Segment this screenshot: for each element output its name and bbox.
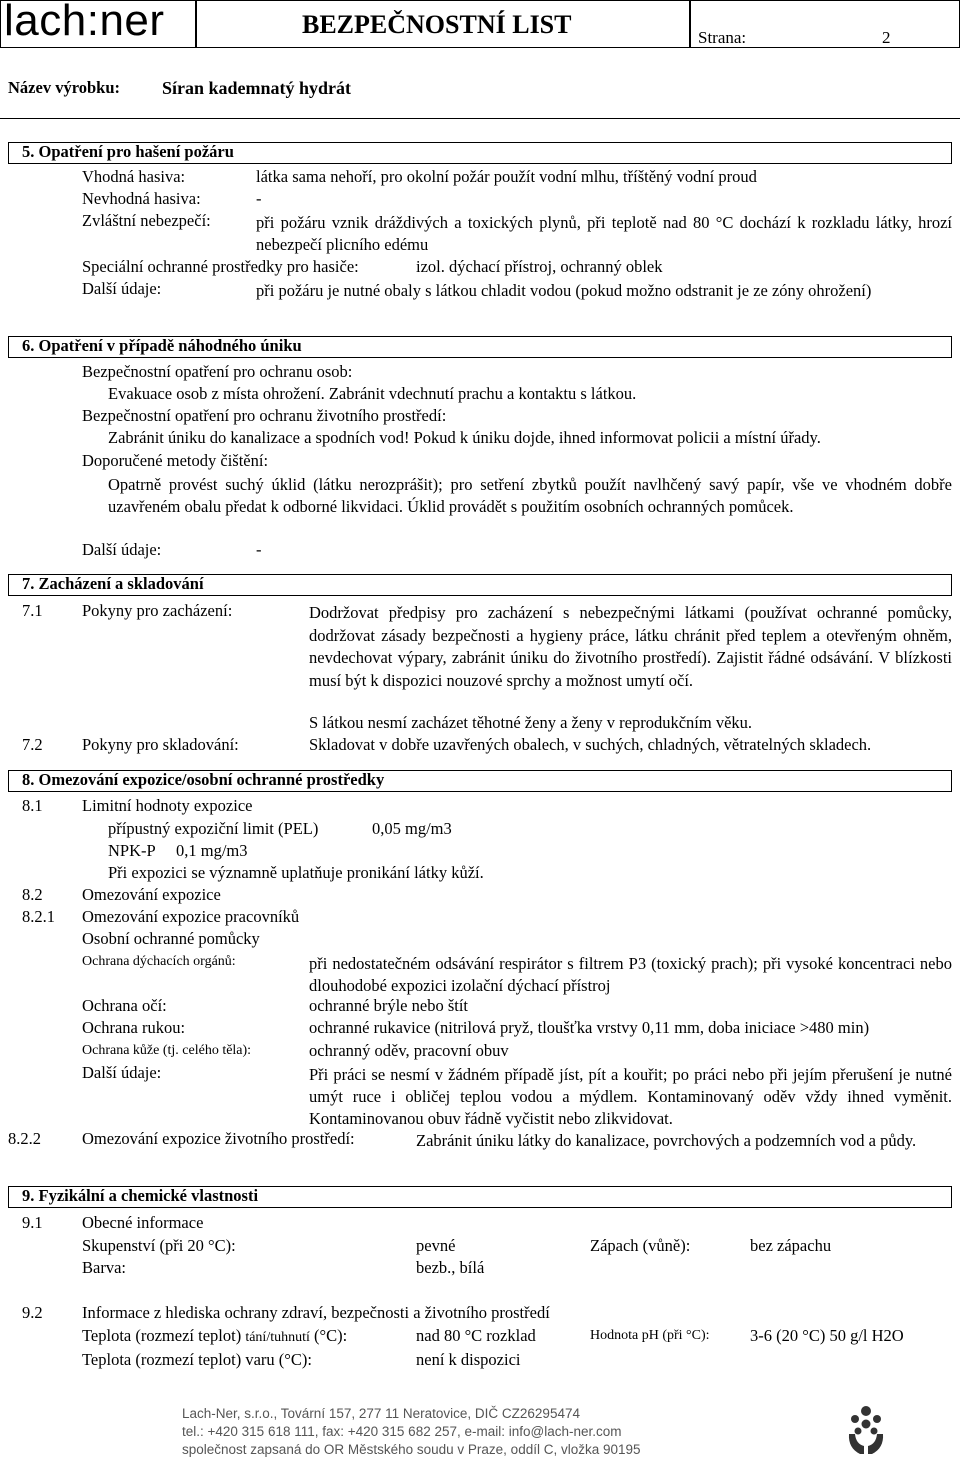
section-8-title: 8. Omezování expozice/osobní ochranné prostředky xyxy=(22,770,385,789)
s8-other-label: Další údaje: xyxy=(82,1063,162,1082)
s9-boil-label: Teplota (rozmezí teplot) varu (°C): xyxy=(82,1350,312,1369)
s8-other-value: Při práci se nesmí v žádném případě jíst, pít a kouřit; po práci nebo při jejím přerušení je nutné umýt ruce i obličej teplou vodou a mýdlem. Kontaminovaný oděv vždy ihned vyměnit. Kontaminovanou obuv řádně vyčistit nebo zlikvidovat. xyxy=(309,1065,952,1128)
s9-odor-label: Zápach (vůně): xyxy=(590,1236,691,1255)
s8-2-number: 8.2 xyxy=(22,885,43,904)
s9-color-label: Barva: xyxy=(82,1258,126,1277)
s8-1-number: 8.1 xyxy=(22,796,43,815)
s6-env-value: Zabránit úniku do kanalizace a spodních vod! Pokud k úniku dojde, ihned informovat policii a místní úřady. xyxy=(108,428,821,447)
s8-eyes-label: Ochrana očí: xyxy=(82,996,167,1015)
s8-hands-label: Ochrana rukou: xyxy=(82,1018,186,1037)
s6-cleanup-value: Opatrně provést suchý úklid (látku nerozprášit); pro setření zbytků použít navlhčený savý papír, vše ve vhodném dobře uzavřeném obalu předat k odborné likvidaci. Úklid provádět s použitím osobních ochranných pomůcek. xyxy=(108,475,952,516)
s5-special-value: při požáru vznik dráždivých a toxických plynů, při teplotě nad 80 °C dochází k rozkladu látky, hrozí nebezpečí plicního edému xyxy=(256,213,952,254)
product-name: Síran kademnatý hydrát xyxy=(162,78,352,98)
s8-exposure-label: Omezování expozice xyxy=(82,885,221,904)
s6-env-label: Bezpečnostní opatření pro ochranu životního prostředí: xyxy=(82,406,447,425)
s9-melt-value: nad 80 °C rozklad xyxy=(416,1326,536,1345)
s7-handling-label: Pokyny pro zacházení: xyxy=(82,601,233,620)
s8-resp-value: při nedostatečném odsávání respirátor s filtrem P3 (toxický prach); při vysoké koncentraci nebo dlouhodobé expozici izolační dýchací přístroj xyxy=(309,954,952,995)
s9-1-number: 9.1 xyxy=(22,1213,43,1232)
s9-state-value: pevné xyxy=(416,1236,456,1255)
s8-pel-label: přípustný expoziční limit (PEL) xyxy=(108,819,319,838)
s9-odor-value: bez zápachu xyxy=(750,1236,832,1255)
s9-general-label: Obecné informace xyxy=(82,1213,204,1232)
s5-special-label: Zvláštní nebezpečí: xyxy=(82,211,211,230)
s9-melt-label-a: Teplota (rozmezí teplot) xyxy=(82,1326,242,1345)
s8-limits-label: Limitní hodnoty expozice xyxy=(82,796,253,815)
s5-suitable-label: Vhodná hasiva: xyxy=(82,167,186,186)
s5-unsuitable-value: - xyxy=(256,189,262,208)
s5-ppe-label: Speciální ochranné prostředky pro hasiče: xyxy=(82,257,359,276)
s8-workers-label: Omezování expozice pracovníků xyxy=(82,907,300,926)
s8-2-2-number: 8.2.2 xyxy=(8,1129,41,1148)
s6-other-value: - xyxy=(256,540,262,559)
s8-env-label: Omezování expozice životního prostředí: xyxy=(82,1129,355,1148)
s9-melt-label-b: tání/tuhnutí xyxy=(245,1330,310,1345)
s8-hands-value: ochranné rukavice (nitrilová pryž, tloušťka vrstvy 0,11 mm, doba iniciace >480 min) xyxy=(309,1018,870,1037)
header-rule xyxy=(0,118,960,119)
s9-ph-label: Hodnota pH (při °C): xyxy=(590,1328,710,1343)
product-label: Název výrobku: xyxy=(8,78,120,97)
s8-skin-note: Při expozici se významně uplatňuje pronikání látky kůží. xyxy=(108,863,484,882)
s7-storage-label: Pokyny pro skladování: xyxy=(82,735,239,754)
s5-unsuitable-label: Nevhodná hasiva: xyxy=(82,189,201,208)
company-logo: lach:ner xyxy=(4,0,165,45)
page-number: 2 xyxy=(882,28,891,47)
s8-npk-label: NPK-P xyxy=(108,841,156,860)
s9-health-label: Informace z hlediska ochrany zdraví, bezpečnosti a životního prostředí xyxy=(82,1303,550,1322)
s8-pel-value: 0,05 mg/m3 xyxy=(372,819,452,838)
s9-boil-value: není k dispozici xyxy=(416,1350,521,1369)
s9-state-label: Skupenství (při 20 °C): xyxy=(82,1236,236,1255)
s6-persons-value: Evakuace osob z místa ohrožení. Zabránit vdechnutí prachu a kontaktu s látkou. xyxy=(108,384,637,403)
document-title: BEZPEČNOSTNÍ LIST xyxy=(302,10,572,39)
s5-suitable-value: látka sama nehoří, pro okolní požár použít vodní mlhu, tříštěný vodní proud xyxy=(256,167,757,186)
people-hands-logo-icon xyxy=(846,1404,886,1456)
section-7-title: 7. Zacházení a skladování xyxy=(22,574,204,593)
s9-2-number: 9.2 xyxy=(22,1303,43,1322)
s7-2-number: 7.2 xyxy=(22,735,43,754)
footer-contact: tel.: +420 315 618 111, fax: +420 315 682 257, e-mail: info@lach-ner.com xyxy=(182,1424,622,1439)
s7-handling-value2: S látkou nesmí zacházet těhotné ženy a ženy v reprodukčním věku. xyxy=(309,713,753,732)
s7-storage-value: Skladovat v dobře uzavřených obalech, v suchých, chladných, větratelných skladech. xyxy=(309,735,872,754)
s9-ph-value: 3-6 (20 °C) 50 g/l H2O xyxy=(750,1326,904,1345)
s6-persons-label: Bezpečnostní opatření pro ochranu osob: xyxy=(82,362,353,381)
s7-1-number: 7.1 xyxy=(22,601,43,620)
s5-ppe-value: izol. dýchací přístroj, ochranný oblek xyxy=(416,257,663,276)
s5-other-value: při požáru je nutné obaly s látkou chladit vodou (pokud možno odstranit je ze zóny ohrožení) xyxy=(256,281,872,300)
footer-address: Lach-Ner, s.r.o., Tovární 157, 277 11 Neratovice, DIČ CZ26295474 xyxy=(182,1406,580,1421)
s7-handling-value: Dodržovat předpisy pro zacházení s nebezpečnými látkami (používat ochranné pomůcky, dodržovat zásady bezpečnosti a hygieny práce, látku chránit před teplem a otevřeným ohněm, nevdechovat výpary, zabránit úniku do životního prostředí). Zajistit řádné odsávání. V blízkosti musí být k dispozici nouzové sprchy a možnost umytí očí. xyxy=(309,603,952,690)
section-5-title: 5. Opatření pro hašení požáru xyxy=(22,142,234,161)
s8-skin-value: ochranný oděv, pracovní obuv xyxy=(309,1041,509,1060)
s9-color-value: bezb., bílá xyxy=(416,1258,485,1277)
s8-skin-label: Ochrana kůže (tj. celého těla): xyxy=(82,1043,252,1058)
section-9-title: 9. Fyzikální a chemické vlastnosti xyxy=(22,1186,259,1205)
s8-npk-value: 0,1 mg/m3 xyxy=(176,841,248,860)
s9-melt-label-c: (°C): xyxy=(314,1326,348,1345)
s8-ppe-label: Osobní ochranné pomůcky xyxy=(82,929,260,948)
s8-resp-label: Ochrana dýchacích orgánů: xyxy=(82,954,236,969)
s6-cleanup-label: Doporučené metody čištění: xyxy=(82,451,269,470)
page-label: Strana: xyxy=(698,28,747,47)
s8-eyes-value: ochranné brýle nebo štít xyxy=(309,996,468,1015)
s5-other-label: Další údaje: xyxy=(82,279,162,298)
s9-melt-label xyxy=(82,1327,347,1346)
section-6-title: 6. Opatření v případě náhodného úniku xyxy=(22,336,302,355)
footer-registration: společnost zapsaná do OR Městského soudu v Praze, oddíl C, vložka 90195 xyxy=(182,1442,641,1457)
s8-2-1-number: 8.2.1 xyxy=(22,907,55,926)
s6-other-label: Další údaje: xyxy=(82,540,162,559)
s8-env-value: Zabránit úniku látky do kanalizace, povrchových a podzemních vod a půdy. xyxy=(416,1131,917,1150)
